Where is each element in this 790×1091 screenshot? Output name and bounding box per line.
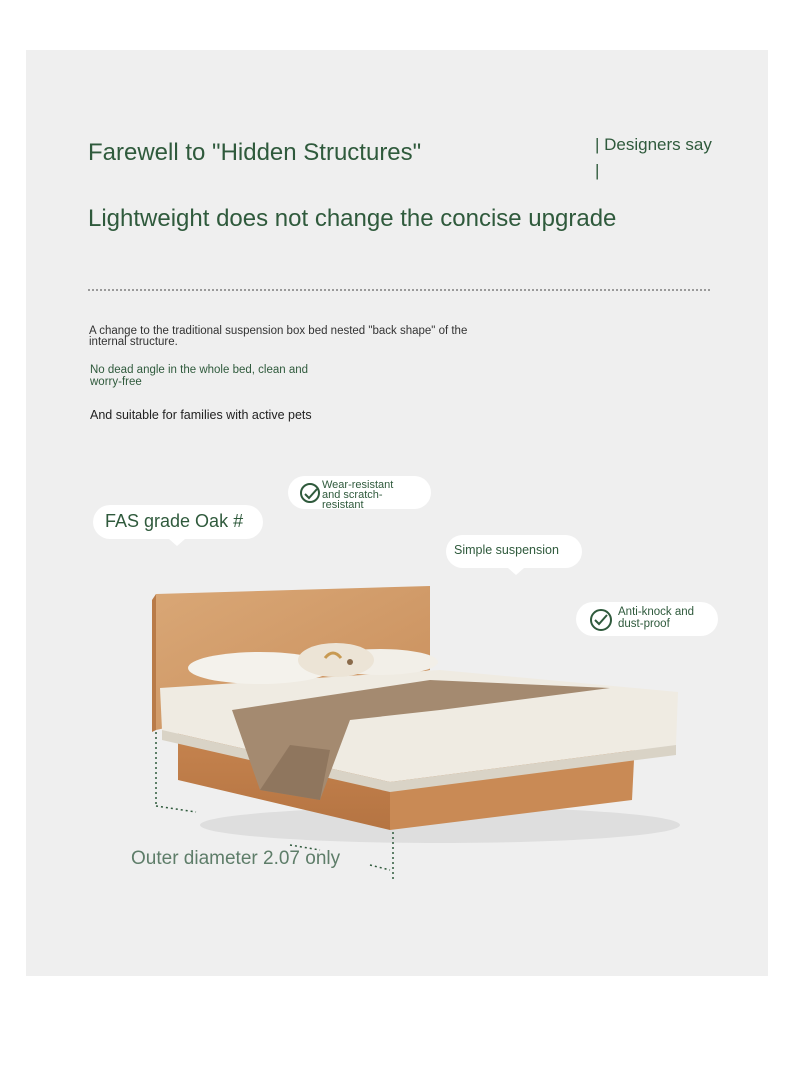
callout-simple-suspension: [446, 535, 582, 568]
description-paragraph-2-line2: worry-free: [90, 376, 142, 388]
description-paragraph-1-line1: A change to the traditional suspension box bed nested "back shape" of the: [89, 325, 468, 337]
callout-suspension-text: Simple suspension: [454, 543, 559, 557]
callout-wear-line2: and scratch-: [322, 489, 383, 501]
description-paragraph-1-line2: internal structure.: [89, 336, 178, 348]
dimension-label: Outer diameter 2.07 only: [131, 848, 341, 869]
dotted-divider: [88, 289, 710, 291]
callout-wear-line3: resistant: [322, 499, 364, 511]
callout-fas-oak: [93, 505, 263, 539]
description-paragraph-1: [89, 326, 467, 348]
description-paragraph-2-line1: No dead angle in the whole bed, clean and: [90, 364, 309, 376]
designers-say-line1: | Designers say: [595, 135, 712, 154]
callout-oak-text: FAS grade Oak #: [105, 511, 244, 531]
description-paragraph-2: [90, 364, 308, 388]
description-paragraph-3: And suitable for families with active pets: [90, 408, 312, 422]
callout-tail: [169, 539, 185, 546]
callout-antiknock-line2: dust-proof: [618, 618, 670, 630]
check-circle-icon: [300, 483, 320, 503]
bed-illustration: [140, 570, 700, 880]
designers-say: [595, 132, 712, 184]
headline-title: Farewell to "Hidden Structures": [88, 139, 422, 166]
designers-say-line2: |: [595, 161, 600, 180]
callout-antiknock-line1: Anti-knock and: [618, 606, 695, 618]
callout-wear-line1: Wear-resistant: [322, 479, 394, 491]
callout-wear-text: [322, 480, 393, 510]
headline-subtitle: Lightweight does not change the concise upgrade: [88, 205, 617, 232]
callout-wear-resistant: [288, 476, 431, 509]
